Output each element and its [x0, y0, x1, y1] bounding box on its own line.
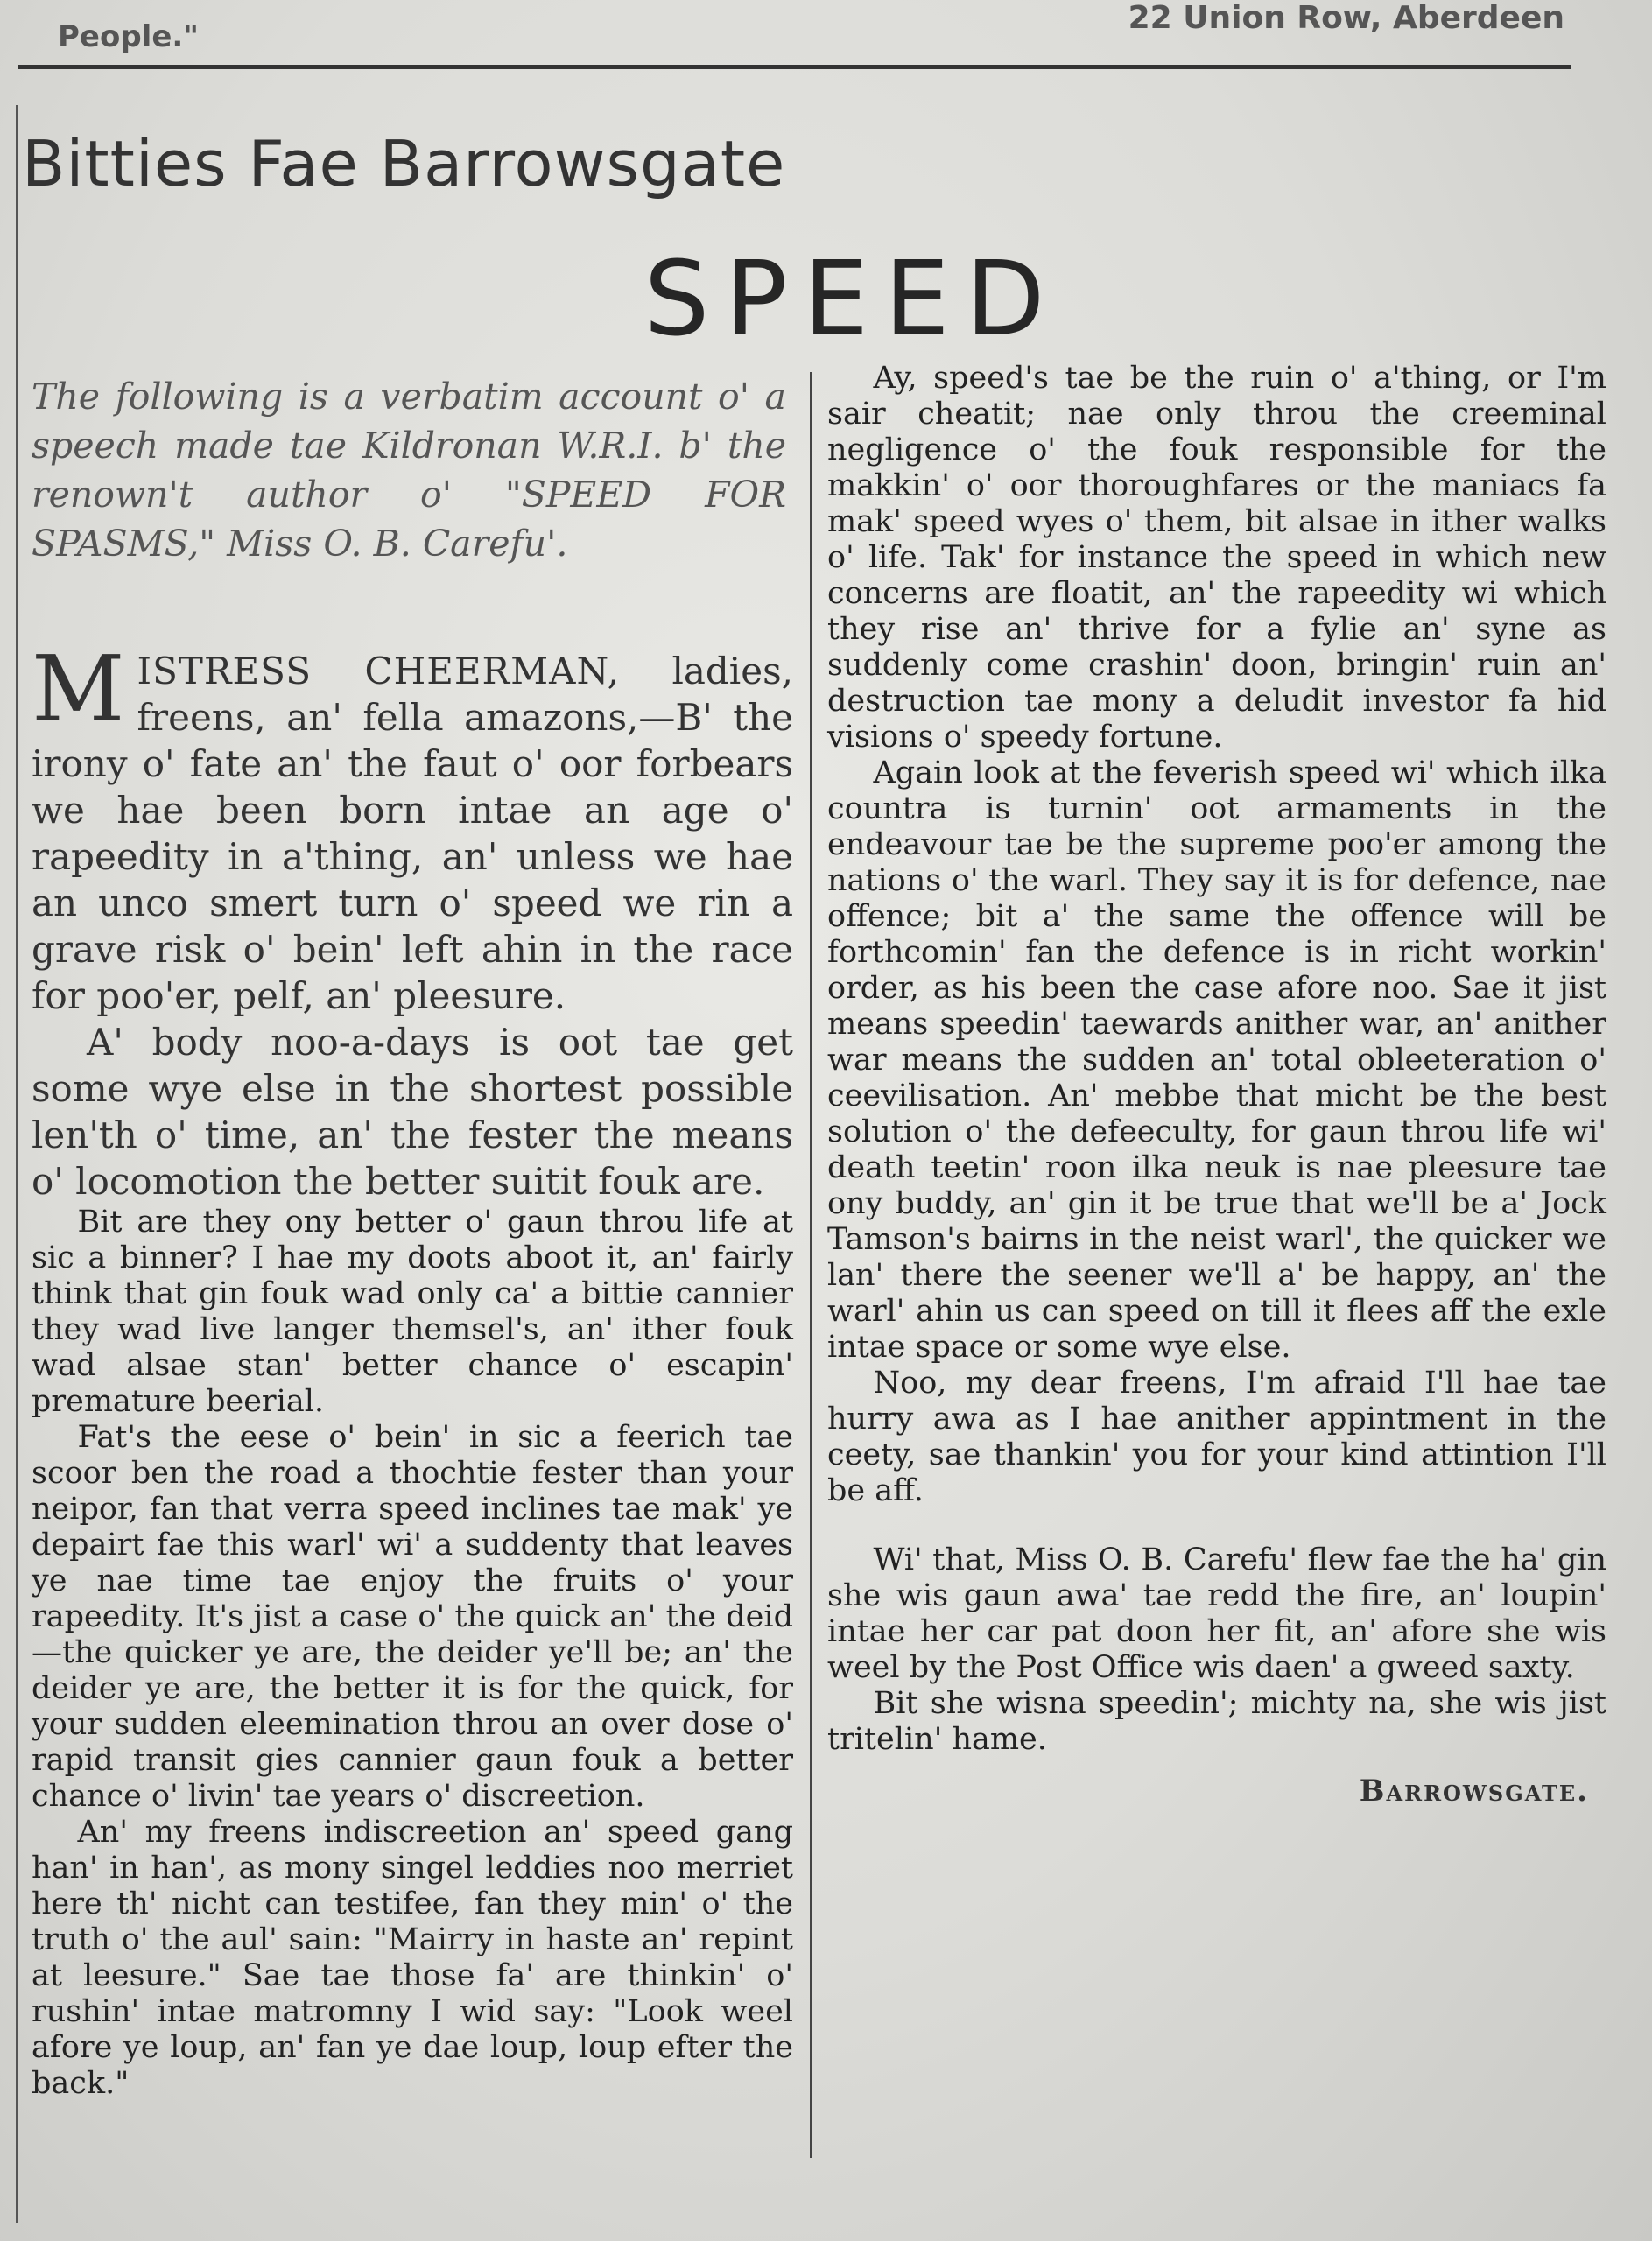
- column-left: [32, 636, 793, 2102]
- speech-opening: [32, 636, 793, 1019]
- paragraph-7: Again look at the feverish speed wi' which ilka countra is turnin' oot armaments in the endeavour tae be the supreme poo'er among the nations o' the warl. They say it is for defence, nae offence; bit a' the same the offence will be forthcomin' fan the defence is in richt workin' order, as his been the case afore noo. Sae it jist means speedin' taewards anither war, an' anither war means the sudden an' total obleeteration o' ceevilisation. An' mebbe that micht be the best solution o' the defeeculty, for gaun throu life wi' death teetin' roon ilka neuk is nae pleesure tae ony buddy, an' gin it be true that we'll be a' Jock Tamson's bairns in the neist warl', the quicker we lan' there the seener we'll a' be happy, an' the warl' ahin us can speed on till it flees aff the exle intae space or some wye else.: [827, 755, 1606, 1365]
- masthead-address: 22 Union Row, Aberdeen: [1128, 0, 1564, 36]
- opening-text: ladies, freens, an' fella amazons,—B' the irony o' fate an' the faut o' oor forbears we hae been born intae an age o' rapeedity in a'thing, an' unless we hae an unco smert turn o' speed we rin a grave risk o' bein' left ahin in the race for poo'er, pelf, an' pleesure.: [32, 650, 793, 1017]
- drop-cap: M: [32, 636, 125, 742]
- masthead-fragment: People.": [58, 19, 200, 54]
- series-title: Bitties Fae Barrowsgate: [22, 127, 786, 200]
- opening-caps: ISTRESS CHEERMAN,: [137, 650, 620, 692]
- paragraph-5: An' my freens indiscreetion an' speed gang han' in han', as mony singel leddies noo merriet here th' nicht can testifee, fan they min' o' the truth o' the aul' sain: "Mairry in haste an' repint at leesure." Sae tae those fa' are thinkin' o' rushin' intae matromny I wid say: "Look weel afore ye loup, an' fan ye dae loup, loup efter the back.": [32, 1815, 793, 2101]
- paragraph-2: A' body noo-a-days is oot tae get some wye else in the shortest possible len'th o' time, an' the fester the means o' locomotion the better suitit fouk are.: [32, 1021, 793, 1203]
- paragraph-10: Bit she wisna speedin'; michty na, she wis jist tritelin' hame.: [827, 1686, 1606, 1757]
- section-gap: [827, 1509, 1606, 1542]
- column-right: [827, 361, 1606, 1809]
- paragraph-6: Ay, speed's tae be the ruin o' a'thing, or I'm sair cheatit; nae only throu the creeminal negligence o' the fouk responsible for the makkin' o' oor thoroughfares or the maniacs fa mak' speed wyes o' them, bit alsae in ither walks o' life. Tak' for instance the speed in which new concerns are floatit, an' the rapeedity wi which they rise an' thrive for a fylie an' syne as suddenly come crashin' doon, bringin' ruin an' destruction tae mony a deludit investor fa hid visions o' speedy fortune.: [827, 361, 1606, 755]
- paragraph-3: Bit are they ony better o' gaun throu life at sic a binner? I hae my doots aboot it, an' fairly think that gin fouk wad only ca' a bittie cannier they wad live langer themsel's, an' ither fouk wad alsae stan' better chance o' escapin' premature beerial.: [32, 1205, 793, 1419]
- author-signature: Barrowsgate.: [1359, 1774, 1589, 1809]
- right-text: [827, 361, 1606, 1809]
- paragraph-8: Noo, my dear freens, I'm afraid I'll hae tae hurry awa as I hae anither appintment in the ceety, sae thankin' you for your kind attintion I'll be aff.: [827, 1366, 1606, 1508]
- left-column-rule: [16, 105, 18, 2223]
- paragraph-4: Fat's the eese o' bein' in sic a feerich tae scoor ben the road a thochtie fester than your neipor, fan that verra speed inclines tae mak' ye depairt fae this warl' wi' a suddenty that leaves ye nae time tae enjoy the fruits o' your rapeedity. It's jist a case o' the quick an' the deid—the quicker ye are, the deider ye'll be; an' the deider ye are, the better it is for the quick, for your sudden eleemination throu an over dose o' rapid transit gies cannier gaun fouk a better chance o' livin' tae years o' discreetion.: [32, 1420, 793, 1814]
- column-divider: [810, 372, 812, 2158]
- paragraph-9: Wi' that, Miss O. B. Carefu' flew fae the ha' gin she wis gaun awa' tae redd the fire, an' loupin' intae her car pat doon her fit, an' afore she wis weel by the Post Office wis daen' a gweed saxty.: [827, 1542, 1606, 1685]
- intro-paragraph: The following is a verbatim account o' a speech made tae Kildronan W.R.I. b' the renown't author o' "SPEED FOR SPASMS," Miss O. B. Carefu'.: [32, 376, 786, 565]
- top-divider: [18, 65, 1571, 69]
- small-type-section: [32, 1205, 793, 2102]
- headline: SPEED: [643, 238, 1061, 359]
- large-type-section: [32, 636, 793, 1205]
